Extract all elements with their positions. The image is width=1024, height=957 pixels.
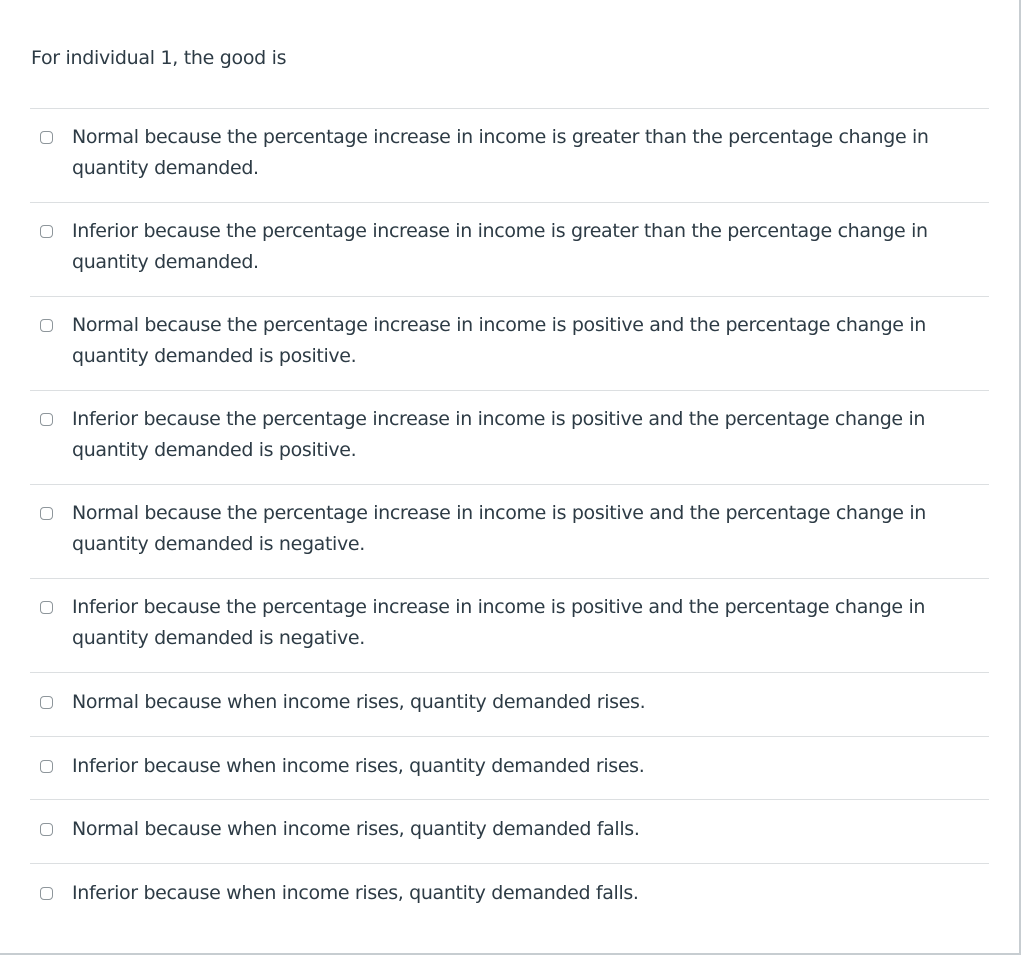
answer-option[interactable] (30, 799, 989, 863)
answer-option[interactable] (30, 296, 989, 390)
answer-option[interactable] (30, 578, 989, 672)
answer-option[interactable] (30, 736, 989, 800)
checkbox[interactable] (40, 823, 53, 836)
answer-option[interactable] (30, 863, 989, 927)
answer-label: Inferior because the percentage increase in income is greater than the percentage change in quantity demanded. (72, 220, 928, 273)
answer-label: Inferior because when income rises, quantity demanded rises. (72, 754, 645, 777)
answer-option[interactable] (30, 672, 989, 736)
checkbox[interactable] (40, 507, 53, 520)
checkbox[interactable] (40, 319, 53, 332)
answer-option[interactable] (30, 108, 989, 202)
checkbox[interactable] (40, 887, 53, 900)
checkbox[interactable] (40, 760, 53, 773)
answer-option[interactable] (30, 202, 989, 296)
answer-label: Normal because when income rises, quantity demanded falls. (72, 818, 640, 840)
answer-label: Normal because the percentage increase in income is positive and the percentage change in quantity demanded is positive. (72, 314, 926, 367)
question-text: For individual 1, the good is (31, 47, 287, 69)
answer-label: Normal because the percentage increase in income is positive and the percentage change in quantity demanded is negative. (72, 502, 926, 555)
checkbox[interactable] (40, 225, 53, 238)
answer-label: Normal because when income rises, quantity demanded rises. (72, 691, 646, 713)
answer-list (30, 108, 989, 926)
answer-label: Inferior because the percentage increase in income is positive and the percentage change in quantity demanded is negative. (72, 596, 926, 649)
checkbox[interactable] (40, 696, 53, 709)
answer-option[interactable] (30, 484, 989, 578)
checkbox[interactable] (40, 601, 53, 614)
answer-label: Normal because the percentage increase in income is greater than the percentage change in quantity demanded. (72, 126, 929, 179)
checkbox[interactable] (40, 131, 53, 144)
answer-label: Inferior because the percentage increase in income is positive and the percentage change in quantity demanded is positive. (72, 408, 926, 461)
answer-option[interactable] (30, 390, 989, 484)
answer-label: Inferior because when income rises, quantity demanded falls. (72, 881, 639, 904)
checkbox[interactable] (40, 413, 53, 426)
